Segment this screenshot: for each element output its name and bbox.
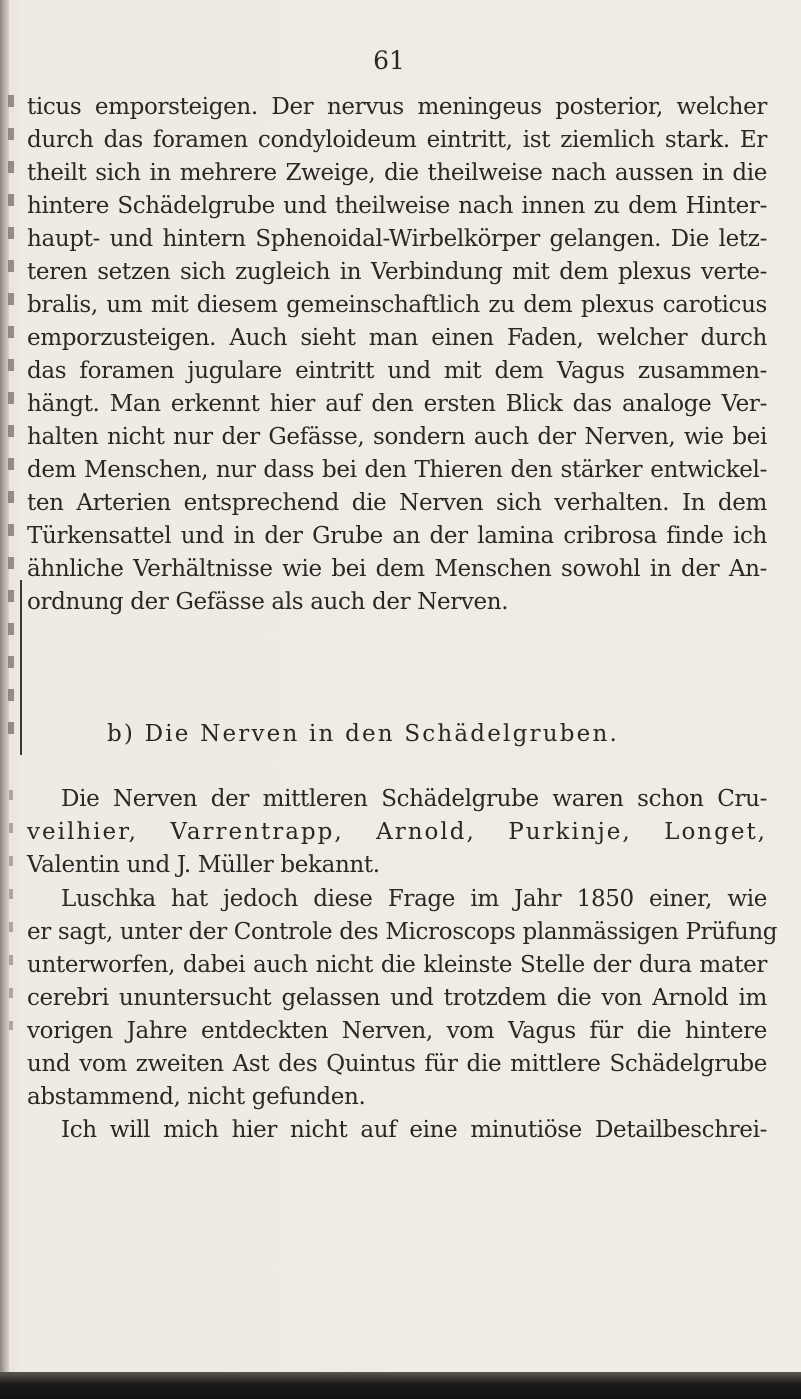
text-line: ticus emporsteigen. Der nervus meningeus posterior, welcher (27, 94, 767, 120)
scan-bottom-edge (0, 1372, 801, 1399)
text-line: durch das foramen condyloideum eintritt, ist ziemlich stark. Er (27, 127, 767, 153)
text-line: dem Menschen, nur dass bei den Thieren den stärker entwickel- (27, 457, 767, 483)
text-line: vorigen Jahre entdeckten Nerven, vom Vagus für die hintere (27, 1018, 767, 1044)
text-line: haupt- und hintern Sphenoidal-Wirbelkörper gelangen. Die letz- (27, 226, 767, 252)
text-line: Valentin und J. Müller bekannt. (27, 852, 380, 878)
text-line: hängt. Man erkennt hier auf den ersten Blick das analoge Ver- (27, 391, 767, 417)
text-line: hintere Schädelgrube und theilweise nach innen zu dem Hinter- (27, 193, 767, 219)
text-line: halten nicht nur der Gefässe, sondern auch der Nerven, wie bei (27, 424, 767, 450)
text-line: und vom zweiten Ast des Quintus für die mittlere Schädelgrube (27, 1051, 767, 1077)
text-line: Die Nerven der mittleren Schädelgrube waren schon Cru- (61, 786, 767, 812)
text-line: theilt sich in mehrere Zweige, die theilweise nach aussen in die (27, 160, 767, 186)
text-line: ordnung der Gefässe als auch der Nerven. (27, 589, 509, 615)
text-line: cerebri ununtersucht gelassen und trotzdem die von Arnold im (27, 985, 767, 1011)
text-line: ähnliche Verhältnisse wie bei dem Menschen sowohl in der An- (27, 556, 767, 582)
text-line: er sagt, unter der Controle des Microscops planmässigen Prüfung (27, 919, 778, 945)
text-line: unterworfen, dabei auch nicht die kleinste Stelle der dura mater (27, 952, 767, 978)
binding-marks (8, 95, 14, 735)
text-line: bralis, um mit diesem gemeinschaftlich zu dem plexus caroticus (27, 292, 767, 318)
text-line: Ich will mich hier nicht auf eine minutiöse Detailbeschrei- (61, 1117, 767, 1143)
section-heading: b) Die Nerven in den Schädelgruben. (107, 721, 619, 747)
binding-marks-lower (9, 790, 13, 1030)
text-line: ten Arterien entsprechend die Nerven sich verhalten. In dem (27, 490, 767, 516)
text-line: Luschka hat jedoch diese Frage im Jahr 1850 einer, wie (61, 886, 767, 912)
text-line: abstammend, nicht gefunden. (27, 1084, 366, 1110)
text-line: teren setzen sich zugleich in Verbindung mit dem plexus verte- (27, 259, 767, 285)
text-line: Türkensattel und in der Grube an der lamina cribrosa finde ich (27, 523, 767, 549)
text-line: das foramen jugulare eintritt und mit dem Vagus zusammen- (27, 358, 767, 384)
page-number: 61 (373, 46, 405, 75)
text-line: veilhier, Varrentrapp, Arnold, Purkinje, Longet, (27, 819, 767, 845)
margin-rule (20, 580, 22, 755)
text-line: emporzusteigen. Auch sieht man einen Faden, welcher durch (27, 325, 767, 351)
